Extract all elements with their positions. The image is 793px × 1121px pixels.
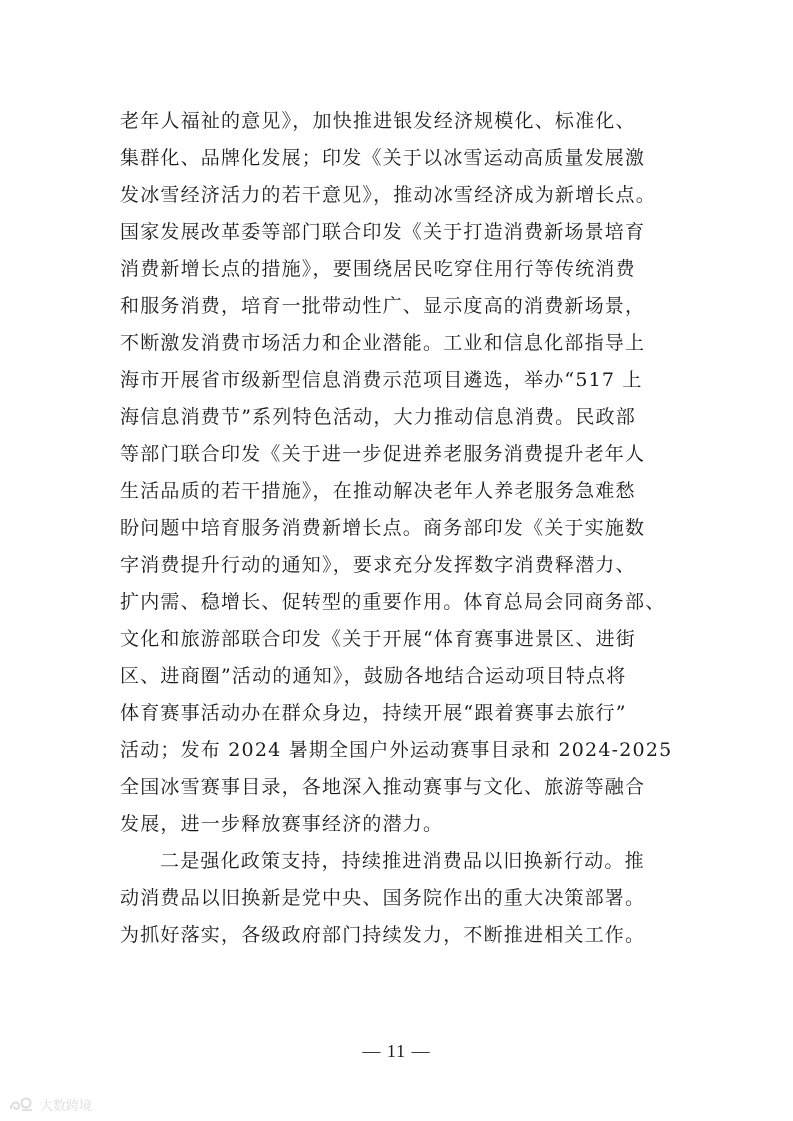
text-line: 消费新增长点的措施》，要围绕居民吃穿住用行等传统消费 xyxy=(120,258,636,280)
watermark-logo-icon xyxy=(8,1097,36,1113)
text-line: 海信息消费节”系列特色活动，大力推动信息消费。民政部 xyxy=(120,406,636,428)
page-number: — 11 — xyxy=(362,1041,431,1061)
text-line: 国家发展改革委等部门联合印发《关于打造消费新场景培育 xyxy=(120,221,646,243)
text-line: 盼问题中培育服务消费新增长点。商务部印发《关于实施数 xyxy=(120,517,646,539)
watermark xyxy=(8,1095,92,1114)
text-line: 活动；发布 2024 暑期全国户外运动赛事目录和 2024-2025 xyxy=(120,739,673,761)
text-line: 老年人福祉的意见》，加快推进银发经济规模化、标准化、 xyxy=(120,110,636,132)
text-line: 体育赛事活动办在群众身边，持续开展“跟着赛事去旅行” xyxy=(120,702,627,724)
text-line: 海市开展省市级新型信息消费示范项目遴选，举办“517 上 xyxy=(120,369,643,391)
text-line: 等部门联合印发《关于进一步促进养老服务消费提升老年人 xyxy=(120,443,646,465)
paragraph-first-line: 二是强化政策支持，持续推进消费品以旧换新行动。推 xyxy=(160,850,645,872)
text-line: 扩内需、稳增长、促转型的重要作用。体育总局会同商务部、 xyxy=(120,591,666,613)
text-line: 字消费提升行动的通知》，要求充分发挥数字消费释潜力、 xyxy=(120,554,636,576)
text-line: 区、进商圈”活动的通知》，鼓励各地结合运动项目特点将 xyxy=(120,665,627,687)
text-line: 文化和旅游部联合印发《关于开展“体育赛事进景区、进街 xyxy=(120,628,636,650)
text-line: 和服务消费，培育一批带动性广、显示度高的消费新场景， xyxy=(120,295,646,317)
text-line: 发冰雪经济活力的若干意见》，推动冰雪经济成为新增长点。 xyxy=(120,184,656,206)
body-text xyxy=(120,103,680,954)
text-line: 为抓好落实，各级政府部门持续发力，不断推进相关工作。 xyxy=(120,924,646,946)
watermark-text: 大数跨境 xyxy=(40,1099,93,1114)
text-line: 动消费品以旧换新是党中央、国务院作出的重大决策部署。 xyxy=(120,887,646,909)
text-line: 全国冰雪赛事目录，各地深入推动赛事与文化、旅游等融合 xyxy=(120,776,646,798)
text-line: 集群化、品牌化发展；印发《关于以冰雪运动高质量发展激 xyxy=(120,147,646,169)
text-line: 不断激发消费市场活力和企业潜能。工业和信息化部指导上 xyxy=(120,332,646,354)
text-line: 生活品质的若干措施》，在推动解决老年人养老服务急难愁 xyxy=(120,480,636,502)
text-line: 发展，进一步释放赛事经济的潜力。 xyxy=(120,813,444,835)
